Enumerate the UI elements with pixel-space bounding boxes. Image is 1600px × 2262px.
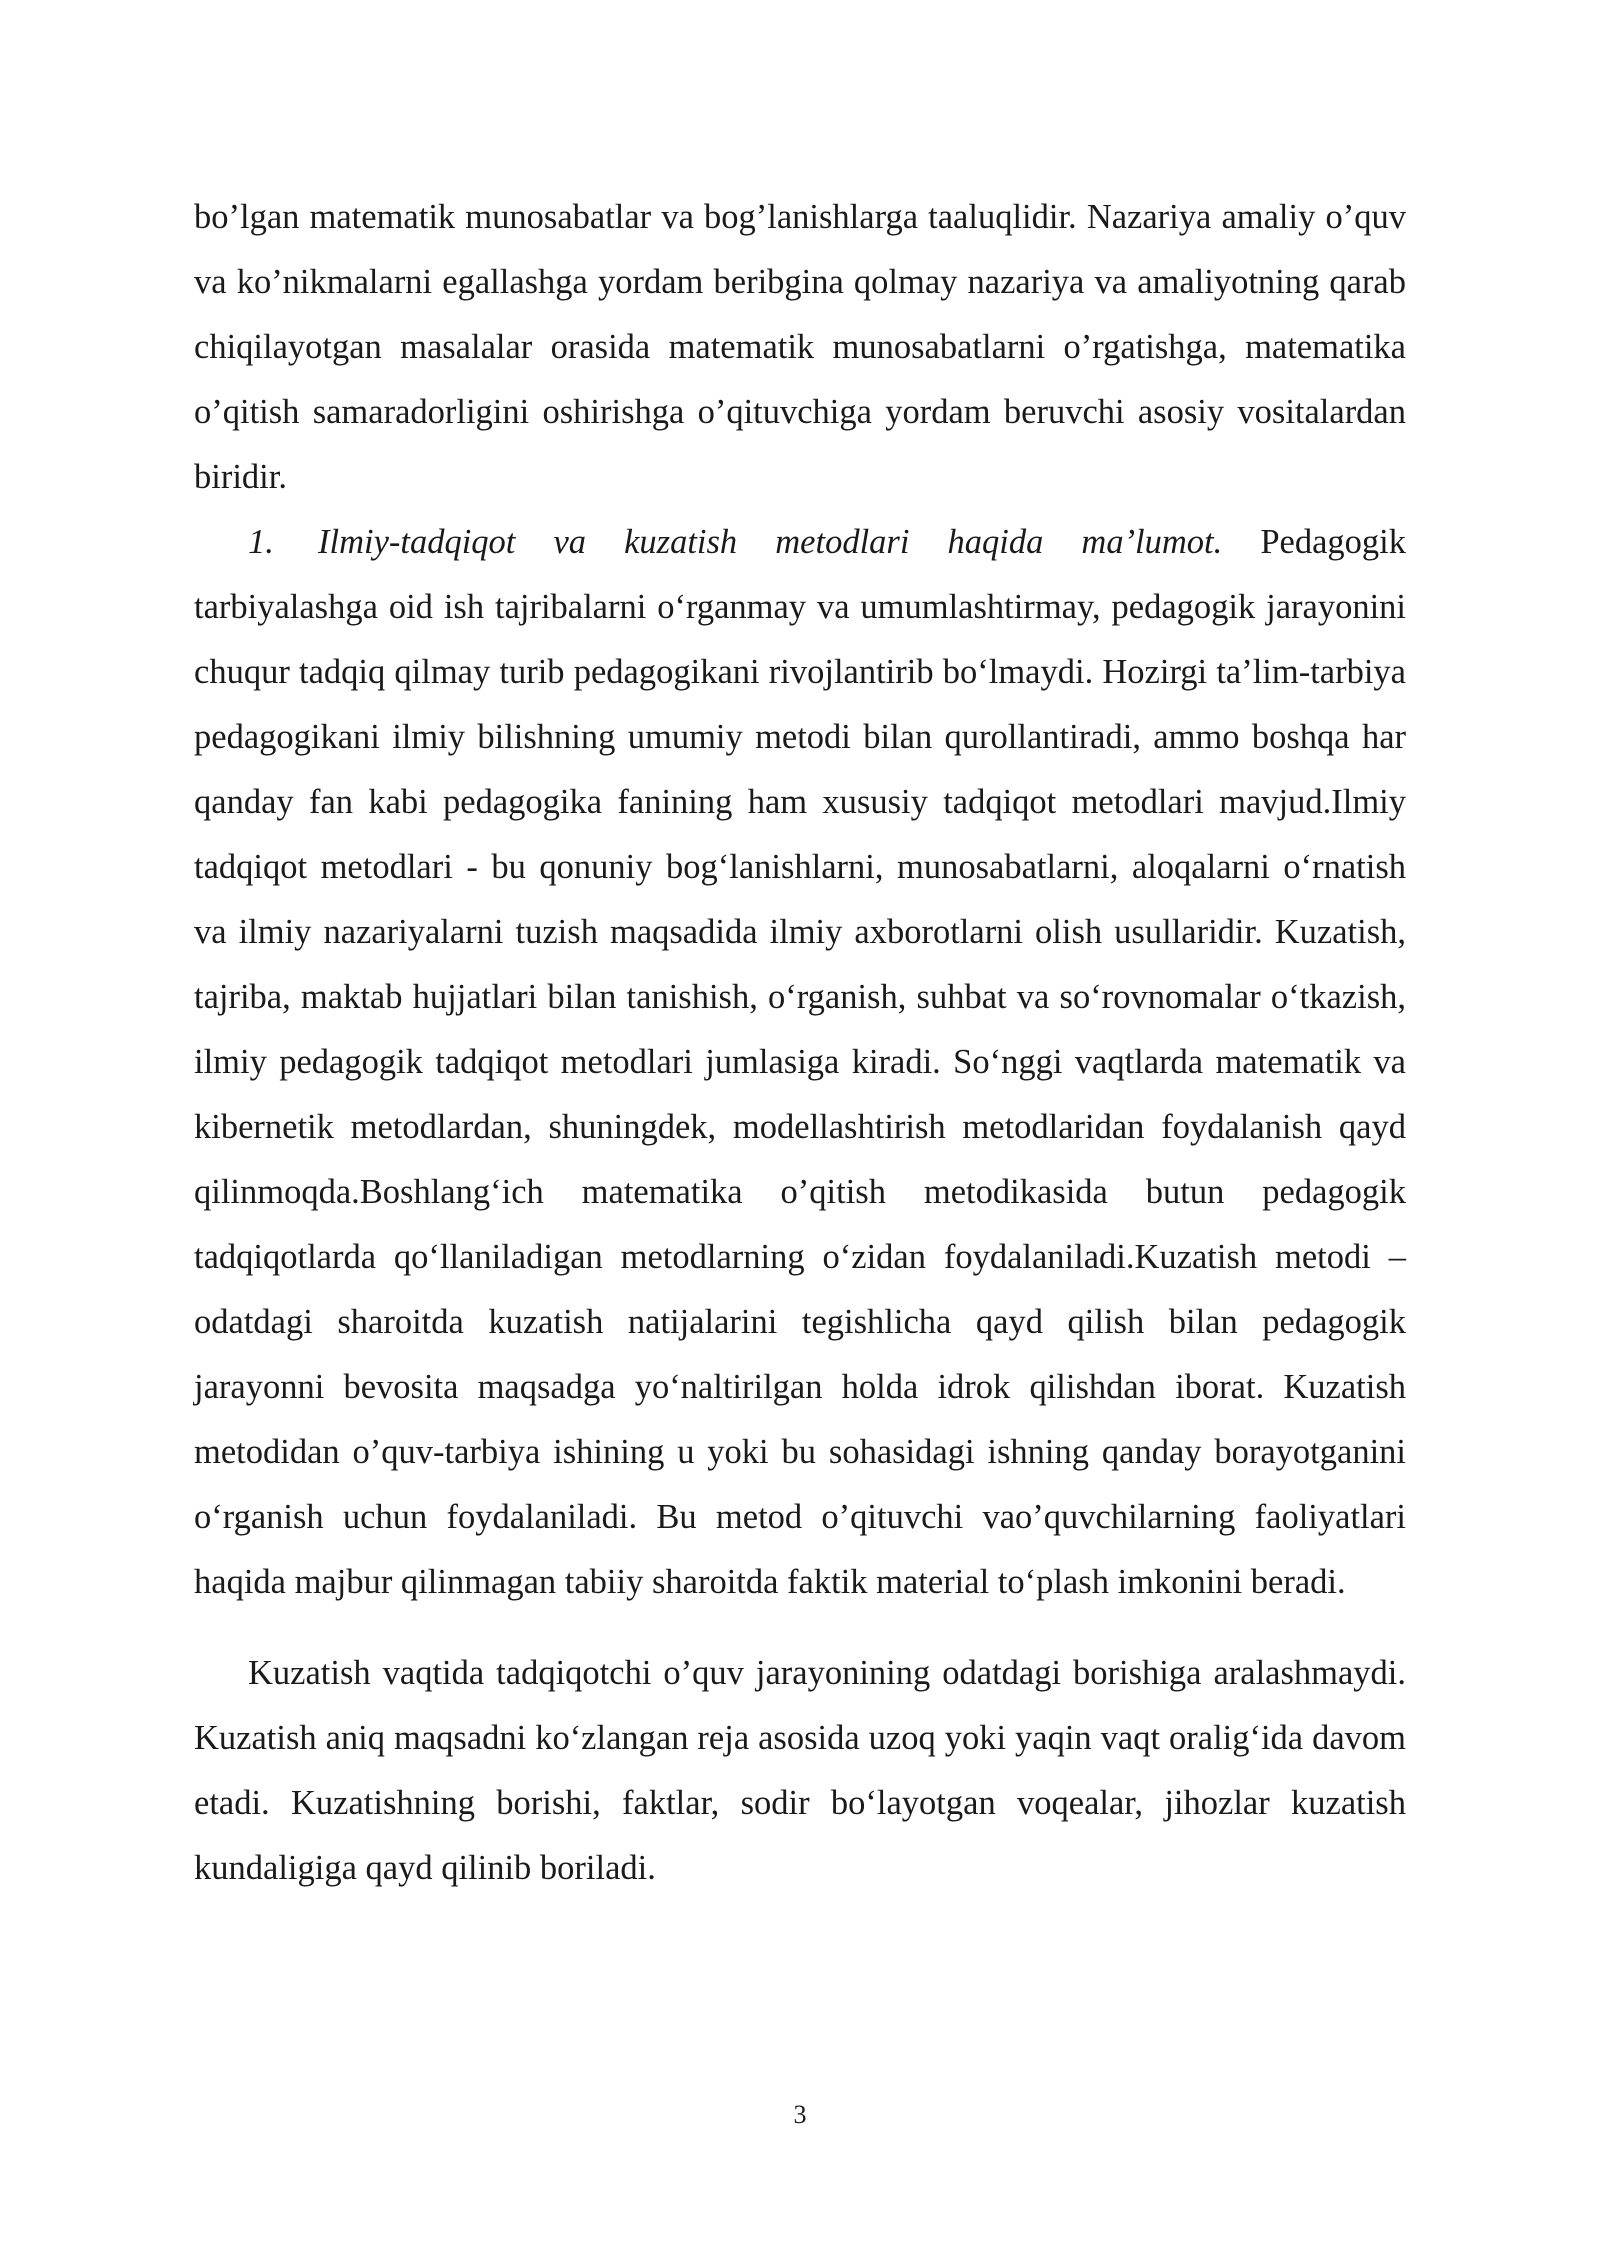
paragraph-observation: Kuzatish vaqtida tadqiqotchi o’quv jarayonining odatdagi borishiga aralashmaydi. Kuzatish aniq maqsadni ko‘zlangan reja asosida uzoq yoki yaqin vaqt oralig‘ida davom etadi. Kuzatishning borishi, faktlar, sodir bo‘layotgan voqealar, jihozlar kuzatish kundaligiga qayd qilinib boriladi. (194, 1654, 1406, 1887)
section-1-paragraph (194, 510, 1406, 1615)
section-body: Pedagogik tarbiyalashga oid ish tajribalarni o‘rganmay va umumlashtirmay, pedagogik jarayonini chuqur tadqiq qilmay turib pedagogikani rivojlantirib bo‘lmaydi. Hozirgi ta’lim-tarbiya pedagogikani ilmiy bilishning umumiy metodi bilan qurollantiradi, ammo boshqa har qanday fan kabi pedagogika fanining ham xususiy tadqiqot metodlari mavjud.Ilmiy tadqiqot metodlari - bu qonuniy bog‘lanishlarni, munosabatlarni, aloqalarni o‘rnatish va ilmiy nazariyalarni tuzish maqsadida ilmiy axborotlarni olish usullaridir. Kuzatish, tajriba, maktab hujjatlari bilan tanishish, o‘rganish, suhbat va so‘rovnomalar o‘tkazish, ilmiy pedagogik tadqiqot metodlari jumlasiga kiradi. So‘nggi vaqtlarda matematik va kibernetik metodlardan, shuningdek, modellashtirish metodlaridan foydalanish qayd qilinmoqda.Boshlang‘ich matematika o’qitish metodikasida butun pedagogik tadqiqotlarda qo‘llaniladigan metodlarning o‘zidan foydalaniladi.Kuzatish metodi – odatdagi sharoitda kuzatish natijalarini tegishlicha qayd qilish bilan pedagogik jarayonni bevosita maqsadga yo‘naltirilgan holda idrok qilishdan iborat. Kuzatish metodidan o’quv-tarbiya ishining u yoki bu sohasidagi ishning qanday borayotganini o‘rganish uchun foydalaniladi. Bu metod o’qituvchi vao’quvchilarning faoliyatlari haqida majbur qilinmagan tabiiy sharoitda faktik material to‘plash imkonini beradi. (194, 523, 1406, 1601)
section-heading: Ilmiy-tadqiqot va kuzatish metodlari haqida ma’lumot. (318, 523, 1223, 561)
page-number: 3 (793, 2100, 807, 2129)
section-number: 1. (248, 523, 274, 561)
paragraph-intro: bo’lgan matematik munosabatlar va bog’lanishlarga taaluqlidir. Nazariya amaliy o’quv va ko’nikmalarni egallashga yordam beribgina qolmay nazariya va amaliyotning qarab chiqilayotgan masalalar orasida matematik munosabatlarni o’rgatishga, matematika o’qitish samaradorligini oshirishga o’qituvchiga yordam beruvchi asosiy vositalardan biridir. (194, 198, 1406, 496)
document-body (194, 185, 1406, 1901)
